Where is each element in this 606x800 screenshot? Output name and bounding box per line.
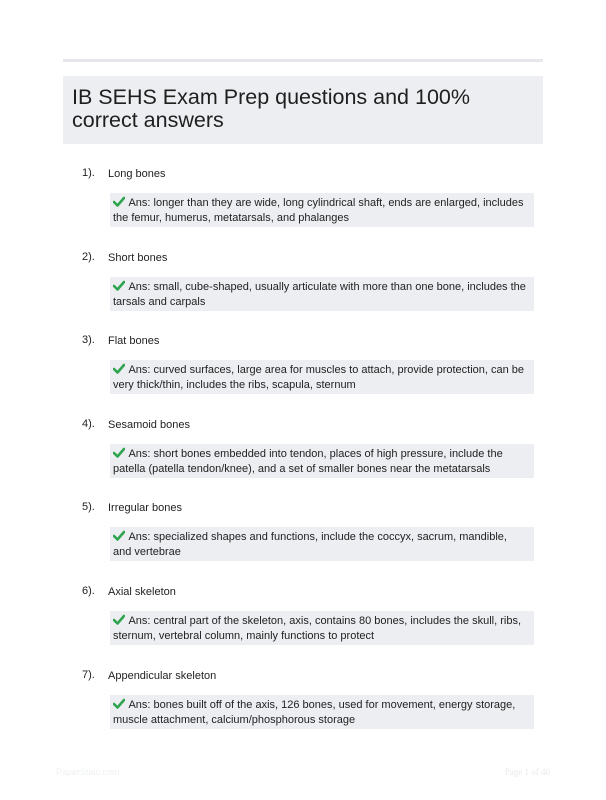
check-icon <box>113 447 125 458</box>
answer-box <box>110 444 534 478</box>
answer-text: Ans: bones built off of the axis, 126 bones, used for movement, energy storage, muscle attachment, calcium/phosphorous storage <box>113 698 516 726</box>
answer-text: Ans: specialized shapes and functions, include the coccyx, sacrum, mandible, and vertebrae <box>113 531 507 559</box>
question-item <box>63 248 543 332</box>
answer-box <box>110 527 534 561</box>
check-icon <box>113 196 125 207</box>
question-item <box>63 498 543 582</box>
page-number: Page 1 of 40 <box>504 767 550 777</box>
answer-text: Ans: curved surfaces, large area for muscles to attach, provide protection, can be very thick/thin, includes the ribs, scapula, sternum <box>113 364 525 392</box>
question-text: Flat bones <box>108 335 160 348</box>
question-number: 3). <box>82 334 95 347</box>
question-text: Axial skeleton <box>108 585 176 598</box>
answer-text: Ans: small, cube-shaped, usually articulate with more than one bone, includes the tarsals and carpals <box>113 280 526 308</box>
footer-watermark: PaperStaic.com <box>56 767 120 777</box>
check-icon <box>113 530 125 541</box>
answer-box <box>110 611 534 645</box>
question-item <box>63 164 543 248</box>
check-icon <box>113 698 125 709</box>
question-text: Appendicular skeleton <box>108 669 217 682</box>
question-text: Sesamoid bones <box>108 418 190 431</box>
check-icon <box>113 363 125 374</box>
answer-box <box>110 193 534 227</box>
page-title: IB SEHS Exam Prep questions and 100% correct answers <box>72 85 470 132</box>
question-item <box>63 582 543 666</box>
question-number: 7). <box>82 668 95 681</box>
question-list <box>63 164 543 749</box>
answer-box <box>110 695 534 729</box>
question-item <box>63 415 543 499</box>
check-icon <box>113 280 125 291</box>
answer-box <box>110 277 534 311</box>
answer-text: Ans: short bones embedded into tendon, places of high pressure, include the patella (patella tendon/knee), and a set of smaller bones near the metatarsals <box>113 447 503 475</box>
title-banner <box>63 76 543 144</box>
question-number: 2). <box>82 250 95 263</box>
question-number: 4). <box>82 417 95 430</box>
question-item <box>63 331 543 415</box>
question-item <box>63 666 543 750</box>
answer-text: Ans: longer than they are wide, long cylindrical shaft, ends are enlarged, includes the femur, humerus, metatarsals, and phalanges <box>113 197 524 224</box>
answer-box <box>110 360 534 394</box>
question-text: Long bones <box>108 168 166 180</box>
question-number: 5). <box>82 501 95 514</box>
question-number: 6). <box>82 584 95 597</box>
question-text: Irregular bones <box>108 502 182 515</box>
question-number: 1). <box>82 167 95 179</box>
top-divider <box>63 59 543 62</box>
check-icon <box>113 614 125 625</box>
answer-text: Ans: central part of the skeleton, axis, contains 80 bones, includes the skull, ribs, sternum, vertebral column, mainly functions to protect <box>113 614 521 642</box>
question-text: Short bones <box>108 251 168 264</box>
